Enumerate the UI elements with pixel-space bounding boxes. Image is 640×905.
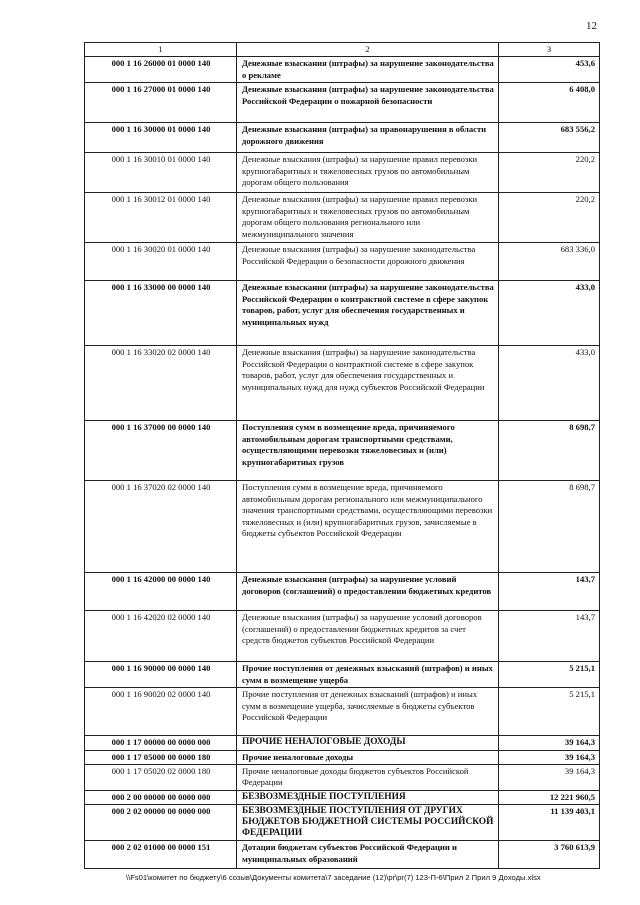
budget-code-cell: 000 1 17 05020 02 0000 180 — [85, 765, 237, 791]
amount-cell: 143,7 — [499, 611, 600, 662]
budget-code-cell: 000 1 16 27000 01 0000 140 — [85, 83, 237, 123]
amount-cell: 8 698,7 — [499, 481, 600, 573]
table-row — [85, 573, 600, 611]
revenue-name-cell: ПРОЧИЕ НЕНАЛОГОВЫЕ ДОХОДЫ — [237, 736, 499, 750]
revenue-name-cell: Денежные взыскания (штрафы) за нарушение условий договоров (соглашений) о предоставлении бюджетных кредитов — [237, 573, 499, 611]
amount-cell: 11 139 403,1 — [499, 805, 600, 841]
revenue-name-cell: Денежные взыскания (штрафы) за нарушение законодательства Российской Федерации о контрактной системе в сфере закупок товаров, работ, услуг для обеспечения государственных и муниципальных нужд для нужд субъектов Российской Федерации — [237, 346, 499, 421]
table-row — [85, 841, 600, 869]
revenue-name-cell: Поступления сумм в возмещение вреда, причиняемого автомобильным дорогам регионального или межмуниципального значения транспортными средствами, осуществляющими перевозки тяжеловесных и (или) крупногабаритных грузов, зачисляемые в бюджеты субъектов Российской Федерации — [237, 481, 499, 573]
budget-code-cell: 000 1 16 37000 00 0000 140 — [85, 421, 237, 481]
amount-cell: 220,2 — [499, 193, 600, 243]
table-row — [85, 123, 600, 153]
table-row — [85, 193, 600, 243]
revenue-table — [84, 42, 600, 869]
table-row — [85, 57, 600, 83]
amount-cell: 5 215,1 — [499, 688, 600, 736]
revenue-name-cell: Прочие поступления от денежных взысканий (штрафов) и иных сумм в возмещение ущерба — [237, 662, 499, 688]
amount-cell: 3 760 613,9 — [499, 841, 600, 869]
revenue-name-cell: Прочие неналоговые доходы бюджетов субъектов Российской Федерации — [237, 765, 499, 791]
amount-cell: 39 164,3 — [499, 736, 600, 750]
amount-cell: 433,0 — [499, 346, 600, 421]
amount-cell: 12 221 960,5 — [499, 791, 600, 805]
budget-code-cell: 000 1 16 30020 01 0000 140 — [85, 243, 237, 281]
table-row — [85, 662, 600, 688]
revenue-name-cell: Прочие неналоговые доходы — [237, 750, 499, 764]
table-header-row — [85, 43, 600, 57]
table-row — [85, 791, 600, 805]
table-row — [85, 481, 600, 573]
file-path-footer: \\Fs01\комитет по бюджету\6 созыв\Документы комитета\7 заседание (12)\pr\pr(7) 123-П-6\Прил 2 Прил 9 Доходы.xlsx — [126, 873, 541, 882]
table-row — [85, 736, 600, 750]
budget-code-cell: 000 1 16 42000 00 0000 140 — [85, 573, 237, 611]
amount-cell: 683 336,0 — [499, 243, 600, 281]
revenue-name-cell: Денежные взыскания (штрафы) за нарушение законодательства о рекламе — [237, 57, 499, 83]
budget-code-cell: 000 1 16 33000 00 0000 140 — [85, 281, 237, 346]
budget-code-cell: 000 1 17 05000 00 0000 180 — [85, 750, 237, 764]
amount-cell: 433,0 — [499, 281, 600, 346]
budget-code-cell: 000 1 16 42020 02 0000 140 — [85, 611, 237, 662]
budget-code-cell: 000 1 16 90020 02 0000 140 — [85, 688, 237, 736]
amount-cell: 39 164,3 — [499, 750, 600, 764]
table-row — [85, 805, 600, 841]
table-row — [85, 750, 600, 764]
budget-code-cell: 000 1 16 30010 01 0000 140 — [85, 153, 237, 193]
table-row — [85, 243, 600, 281]
budget-code-cell: 000 1 16 37020 02 0000 140 — [85, 481, 237, 573]
column-header-name: 2 — [237, 43, 499, 57]
budget-code-cell: 000 2 00 00000 00 0000 000 — [85, 791, 237, 805]
amount-cell: 5 215,1 — [499, 662, 600, 688]
table-row — [85, 153, 600, 193]
table-row — [85, 421, 600, 481]
revenue-name-cell: БЕЗВОЗМЕЗДНЫЕ ПОСТУПЛЕНИЯ ОТ ДРУГИХ БЮДЖЕТОВ БЮДЖЕТНОЙ СИСТЕМЫ РОССИЙСКОЙ ФЕДЕРАЦИИ — [237, 805, 499, 841]
revenue-name-cell: Прочие поступления от денежных взысканий (штрафов) и иных сумм в возмещение ущерба, зачисляемые в бюджеты субъектов Российской Федерации — [237, 688, 499, 736]
table-row — [85, 346, 600, 421]
table-body — [85, 57, 600, 869]
budget-code-cell: 000 1 16 30012 01 0000 140 — [85, 193, 237, 243]
budget-code-cell: 000 1 16 30000 01 0000 140 — [85, 123, 237, 153]
table-row — [85, 765, 600, 791]
revenue-name-cell: Денежные взыскания (штрафы) за нарушение условий договоров (соглашений) о предоставлении бюджетных кредитов за счет средств бюджетов субъектов Российской Федерации — [237, 611, 499, 662]
table-row — [85, 281, 600, 346]
budget-code-cell: 000 1 16 33020 02 0000 140 — [85, 346, 237, 421]
amount-cell: 683 556,2 — [499, 123, 600, 153]
table-row — [85, 83, 600, 123]
amount-cell: 8 698,7 — [499, 421, 600, 481]
column-header-code: 1 — [85, 43, 237, 57]
budget-code-cell: 000 1 17 00000 00 0000 000 — [85, 736, 237, 750]
revenue-name-cell: Денежные взыскания (штрафы) за правонарушения в области дорожного движения — [237, 123, 499, 153]
revenue-name-cell: Денежные взыскания (штрафы) за нарушение правил перевозки крупногабаритных и тяжеловесных грузов по автомобильным дорогам общего пользования регионального или межмуниципального значения — [237, 193, 499, 243]
budget-code-cell: 000 1 16 26000 01 0000 140 — [85, 57, 237, 83]
revenue-name-cell: Денежные взыскания (штрафы) за нарушение законодательства Российской Федерации о контрактной системе в сфере закупок товаров, работ, услуг для обеспечения государственных и муниципальных нужд — [237, 281, 499, 346]
budget-code-cell: 000 2 02 00000 00 0000 000 — [85, 805, 237, 841]
page-number: 12 — [586, 20, 597, 32]
revenue-name-cell: Поступления сумм в возмещение вреда, причиняемого автомобильным дорогам транспортными средствами, осуществляющими перевозки тяжеловесных и (или) крупногабаритных грузов — [237, 421, 499, 481]
revenue-name-cell: Денежные взыскания (штрафы) за нарушение правил перевозки крупногабаритных и тяжеловесных грузов по автомобильным дорогам общего пользования — [237, 153, 499, 193]
table-row — [85, 688, 600, 736]
table-row — [85, 611, 600, 662]
amount-cell: 453,6 — [499, 57, 600, 83]
amount-cell: 6 408,0 — [499, 83, 600, 123]
revenue-name-cell: БЕЗВОЗМЕЗДНЫЕ ПОСТУПЛЕНИЯ — [237, 791, 499, 805]
column-header-amount: 3 — [499, 43, 600, 57]
amount-cell: 143,7 — [499, 573, 600, 611]
revenue-name-cell: Дотации бюджетам субъектов Российской Федерации и муниципальных образований — [237, 841, 499, 869]
budget-code-cell: 000 1 16 90000 00 0000 140 — [85, 662, 237, 688]
revenue-name-cell: Денежные взыскания (штрафы) за нарушение законодательства Российской Федерации о пожарной безопасности — [237, 83, 499, 123]
revenue-name-cell: Денежные взыскания (штрафы) за нарушение законодательства Российской Федерации о безопасности дорожного движения — [237, 243, 499, 281]
amount-cell: 39 164,3 — [499, 765, 600, 791]
amount-cell: 220,2 — [499, 153, 600, 193]
budget-code-cell: 000 2 02 01000 00 0000 151 — [85, 841, 237, 869]
